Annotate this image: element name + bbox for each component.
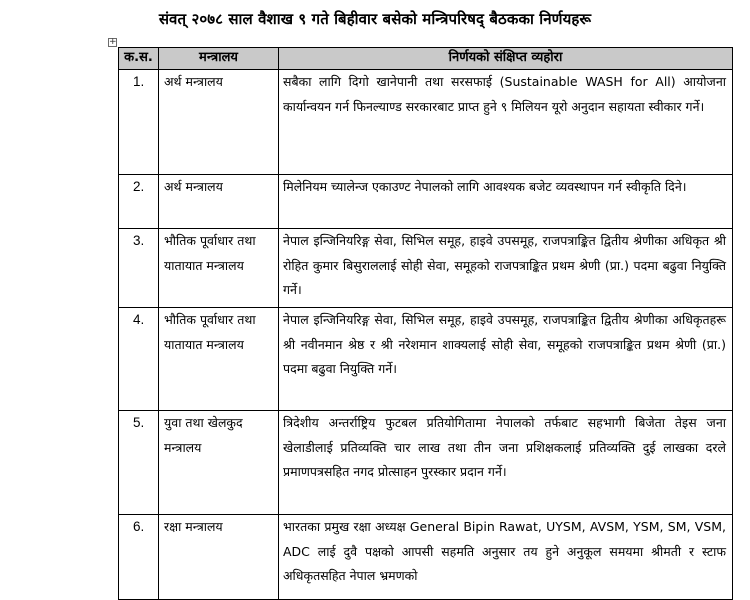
- row-serial: 4.: [119, 308, 159, 411]
- row-decision: मिलेनियम च्यालेन्ज एकाउण्ट नेपालको लागि आवश्यक बजेट व्यवस्थापन गर्न स्वीकृति दिने।: [279, 175, 733, 229]
- row-serial: 3.: [119, 229, 159, 308]
- header-serial: क.स.: [119, 48, 159, 70]
- table-header-row: [119, 48, 733, 70]
- table-row: [119, 175, 733, 229]
- table-row: [119, 308, 733, 411]
- row-serial: 2.: [119, 175, 159, 229]
- row-ministry: रक्षा मन्त्रालय: [159, 515, 279, 600]
- row-decision: भारतका प्रमुख रक्षा अध्यक्ष General Bipin Rawat, UYSM, AVSM, YSM, SM, VSM, ADC लाई दुवै पक्षको आपसी सहमति अनुसार तय हुने अनुकूल समयमा श्रीमती र स्टाफ अधिकृतसहित नेपाल भ्रमणको: [279, 515, 733, 600]
- row-decision: नेपाल इन्जिनियरिङ्ग सेवा, सिभिल समूह, हाइवे उपसमूह, राजपत्राङ्कित द्वितीय श्रेणीका अधिकृत श्री रोहित कुमार बिसुराललाई सोही सेवा, समूहको राजपत्राङ्कित प्रथम श्रेणी (प्रा.) पदमा बढुवा नियुक्ति गर्ने।: [279, 229, 733, 308]
- header-decision: निर्णयको संक्षिप्त व्यहोरा: [279, 48, 733, 70]
- table-row: [119, 515, 733, 600]
- row-decision: त्रिदेशीय अन्तर्राष्ट्रिय फुटबल प्रतियोगितामा नेपालको तर्फबाट सहभागी बिजेता तेइस जना खेलाडीलाई प्रतिव्यक्ति चार लाख तथा तीन जना प्रशिक्षकलाई प्रतिव्यक्ति दुई लाखका दरले प्रमाणपत्रसहित नगद प्रोत्साहन पुरस्कार प्रदान गर्ने।: [279, 411, 733, 515]
- row-decision: सबैका लागि दिगो खानेपानी तथा सरसफाई (Sustainable WASH for All) आयोजना कार्यान्वयन गर्न फिनल्याण्ड सरकारबाट प्राप्त हुने ९ मिलियन यूरो अनुदान सहायता स्वीकार गर्ने।: [279, 70, 733, 175]
- table-move-handle-icon[interactable]: +: [109, 37, 117, 47]
- row-ministry: भौतिक पूर्वाधार तथा यातायात मन्त्रालय: [159, 308, 279, 411]
- table-row: [119, 70, 733, 175]
- row-serial: 5.: [119, 411, 159, 515]
- row-decision: नेपाल इन्जिनियरिङ्ग सेवा, सिभिल समूह, हाइवे उपसमूह, राजपत्राङ्कित द्वितीय श्रेणीका अधिकृतहरू श्री नवीनमान श्रेष्ठ र श्री नरेशमान शाक्यलाई सोही सेवा, समूहको राजपत्राङ्कित प्रथम श्रेणी (प्रा.) पदमा बढुवा नियुक्ति गर्ने।: [279, 308, 733, 411]
- row-ministry: अर्थ मन्त्रालय: [159, 70, 279, 175]
- table-row: [119, 229, 733, 308]
- row-ministry: युवा तथा खेलकुद मन्त्रालय: [159, 411, 279, 515]
- row-ministry: अर्थ मन्त्रालय: [159, 175, 279, 229]
- header-ministry: मन्त्रालय: [159, 48, 279, 70]
- row-serial: 6.: [119, 515, 159, 600]
- row-ministry: भौतिक पूर्वाधार तथा यातायात मन्त्रालय: [159, 229, 279, 308]
- decisions-table: [118, 47, 733, 600]
- table-row: [119, 411, 733, 515]
- row-serial: 1.: [119, 70, 159, 175]
- document-title: संवत् २०७८ साल वैशाख ९ गते बिहीवार बसेको मन्त्रिपरिषद् बैठकका निर्णयहरू: [158, 10, 592, 28]
